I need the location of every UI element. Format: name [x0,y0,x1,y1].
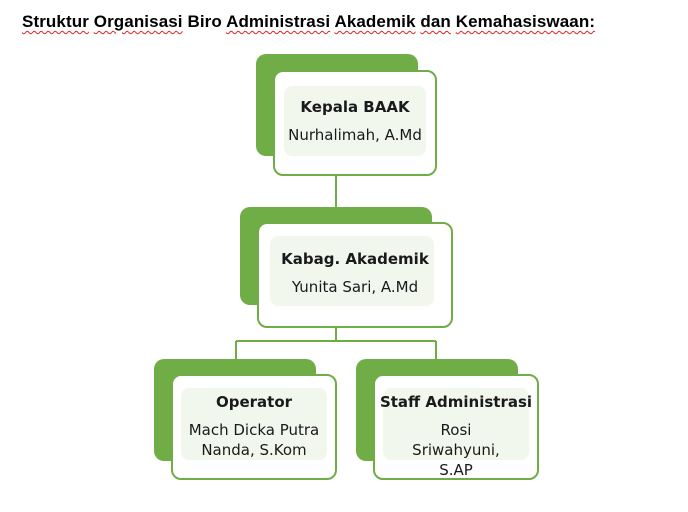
node-role: Kabag. Akademik [281,250,429,268]
node-role: Staff Administrasi [379,393,533,411]
node-text [373,392,539,480]
title-word: Kemahasiswaan: [455,12,596,31]
title-word: Struktur [22,12,89,31]
title-word: Organisasi [93,12,183,31]
node-text [273,97,437,145]
title-word: dan [420,12,451,31]
node-person-name: Yunita Sari, A.Md [291,278,419,296]
node-text [171,392,337,460]
title-word: Administrasi [226,12,331,31]
node-person-name: Nurhalimah, A.Md [288,126,422,144]
title-word: Akademik [334,12,416,31]
node-person-name: Rosi Sriwahyuni, S.AP [412,421,500,479]
node-role: Operator [215,393,293,411]
node-text [257,249,453,297]
title-word: Biro [187,12,222,31]
node-role: Kepala BAAK [300,98,410,116]
node-person-name: Mach Dicka Putra Nanda, S.Kom [188,421,320,459]
